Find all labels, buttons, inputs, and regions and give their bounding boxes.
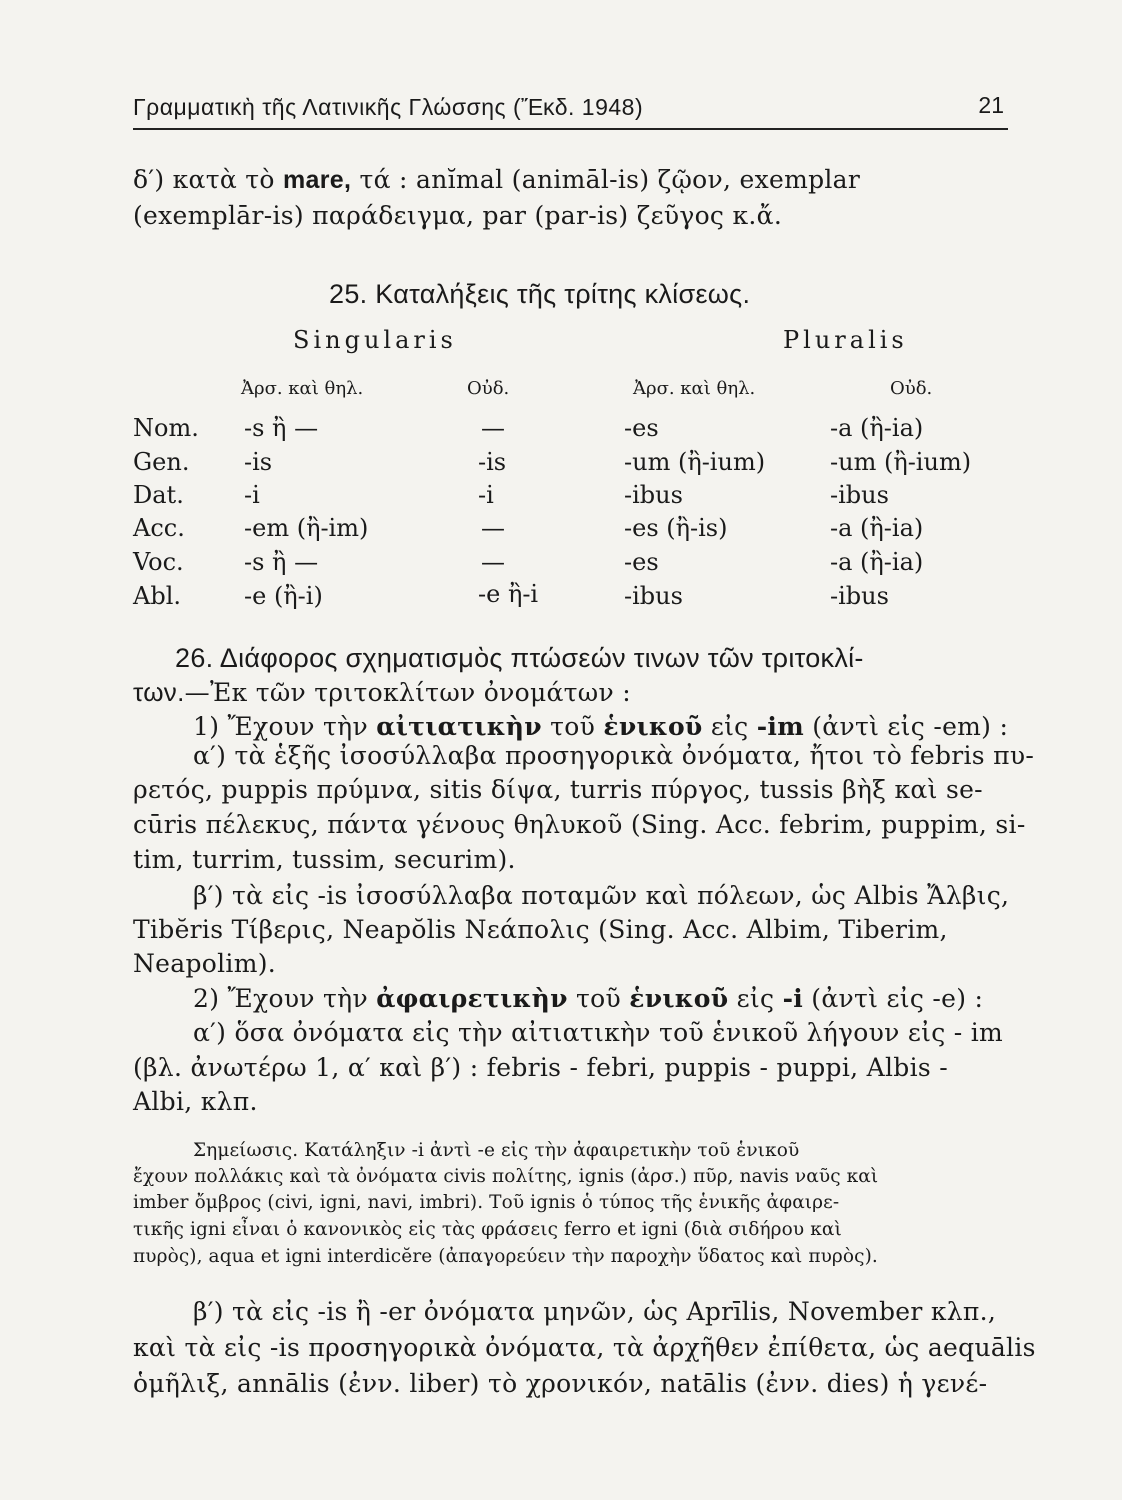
rule-2a-line: (βλ. ἀνωτέρω 1, α′ καὶ β′) : febris - febri, puppis - puppi, Albis - [133, 1053, 948, 1082]
table-cell: — [481, 414, 505, 442]
table-cell: -i [478, 481, 494, 509]
subheader-sing-n: Οὐδ. [467, 378, 510, 399]
table-cell: -es [624, 414, 659, 442]
subheader-plur-mf: Ἀρσ. καὶ θηλ. [633, 378, 756, 399]
table-cell: -is [478, 448, 507, 476]
table-cell: -a (ἢ-ia) [830, 514, 924, 542]
note-line: Σημείωσις. Κατάληξιν -i ἀντὶ -e εἰς τὴν ἀφαιρετικὴν τοῦ ἑνικοῦ [193, 1140, 800, 1161]
header-title: Γραμματικὴ τῆς Λατινικῆς Γλώσσης (Ἔκδ. 1948) [133, 94, 644, 120]
table-cell: -ibus [830, 582, 889, 610]
table-cell: — [481, 548, 505, 576]
rule-1a-line: tim, turrim, tussim, securim). [133, 845, 516, 874]
page-number: 21 [978, 92, 1004, 118]
rule-2-line: 2) Ἔχουν τὴν ἀφαιρετικὴν τοῦ ἑνικοῦ εἰς -i (ἀντὶ εἰς -e) : [193, 984, 984, 1013]
table-row-case: Voc. [133, 548, 184, 576]
note-line: πυρὸς), aqua et igni interdicĕre (ἀπαγορεύειν τὴν παροχὴν ὕδατος καὶ πυρὸς). [133, 1246, 878, 1267]
table-cell: -ibus [830, 481, 889, 509]
table-cell: -a (ἢ-ia) [830, 414, 924, 442]
table-cell: -e ἢ-i [478, 580, 539, 608]
section-26-heading-line-1: 26. Διάφορος σχηματισμὸς πτώσεών τινων τῶν τριτοκλί- [175, 643, 864, 673]
table-cell: -um (ἢ-ium) [624, 448, 766, 476]
table-cell: -em (ἢ-im) [244, 514, 369, 542]
rule-2b-line: β′) τὰ εἰς -is ἢ -er ὀνόματα μηνῶν, ὡς Aprīlis, November κλπ., [193, 1297, 997, 1326]
table-cell: -um (ἢ-ium) [830, 448, 972, 476]
table-cell: -is [244, 448, 273, 476]
singularis-header: Singularis [293, 326, 457, 354]
section-25-heading: 25. Καταλήξεις τῆς τρίτης κλίσεως. [329, 279, 751, 309]
rule-1b-line: Tibĕris Τίβερις, Neapŏlis Νεάπολις (Sing. Acc. Albim, Tiberim, [133, 915, 948, 944]
note-line: τικῆς igni εἶναι ὁ κανονικὸς εἰς τὰς φράσεις ferro et igni (διὰ σιδήρου καὶ [133, 1219, 842, 1240]
intro-line-2: (exemplār-is) παράδειγμα, par (par-is) ζεῦγος κ.ἄ. [133, 201, 783, 230]
table-row-case: Abl. [133, 582, 181, 610]
table-cell: -e (ἢ-i) [244, 582, 323, 610]
rule-1b-line: Neapolim). [133, 949, 277, 978]
table-cell: -s ἢ — [244, 548, 319, 576]
table-row-case: Dat. [133, 481, 184, 509]
rule-1a-line: ρετός, puppis πρύμνα, sitis δίψα, turris πύργος, tussis βὴξ καὶ se- [133, 775, 983, 804]
rule-1a-line: cūris πέλεκυς, πάντα γένους θηλυκοῦ (Sing. Acc. febrim, puppim, si- [133, 810, 1026, 839]
table-cell: -a (ἢ-ia) [830, 548, 924, 576]
rule-1-line: 1) Ἔχουν τὴν αἰτιατικὴν τοῦ ἑνικοῦ εἰς -im (ἀντὶ εἰς -em) : [193, 712, 1009, 741]
subheader-plur-n: Οὐδ. [890, 378, 933, 399]
section-26-heading-line-2: των.—Ἐκ τῶν τριτοκλίτων ὀνομάτων : [133, 677, 631, 707]
table-cell: -ibus [624, 481, 683, 509]
table-cell: -i [244, 481, 260, 509]
running-header [133, 92, 1008, 130]
rule-1b-line: β′) τὰ εἰς -is ἰσοσύλλαβα ποταμῶν καὶ πόλεων, ὡς Albis Ἄλβις, [193, 881, 1010, 910]
rule-2b-line: ὁμῆλιξ, annālis (ἐνν. liber) τὸ χρονικόν, natālis (ἐνν. dies) ἡ γενέ- [133, 1369, 988, 1398]
table-cell: — [481, 514, 505, 542]
rule-2a-line: α′) ὅσα ὀνόματα εἰς τὴν αἰτιατικὴν τοῦ ἑνικοῦ λήγουν εἰς - im [193, 1018, 1004, 1047]
table-cell: -es (ἢ-is) [624, 514, 728, 542]
table-row-case: Gen. [133, 448, 190, 476]
rule-2a-line: Albi, κλπ. [133, 1087, 258, 1116]
table-cell: -s ἢ — [244, 414, 319, 442]
table-cell: -ibus [624, 582, 683, 610]
rule-2b-line: καὶ τὰ εἰς -is προσηγορικὰ ὀνόματα, τὰ ἀρχῆθεν ἐπίθετα, ὡς aequālis [133, 1333, 1036, 1362]
note-line: imber ὄμβρος (civi, igni, navi, imbri). Τοῦ ignis ὁ τύπος τῆς ἑνικῆς ἀφαιρε- [133, 1192, 840, 1213]
note-line: ἔχουν πολλάκις καὶ τὰ ὀνόματα civis πολίτης, ignis (ἀρσ.) πῦρ, navis ναῦς καὶ [133, 1166, 879, 1187]
pluralis-header: Pluralis [783, 326, 908, 354]
subheader-sing-mf: Ἀρσ. καὶ θηλ. [241, 378, 364, 399]
table-cell: -es [624, 548, 659, 576]
intro-line-1: δ′) κατὰ τὸ mare, τά : anĭmal (animāl-is) ζῷον, exemplar [133, 165, 861, 194]
table-row-case: Nom. [133, 414, 199, 442]
table-row-case: Acc. [133, 514, 185, 542]
rule-1a-line: α′) τὰ ἑξῆς ἰσοσύλλαβα προσηγορικὰ ὀνόματα, ἤτοι τὸ febris πυ- [193, 741, 1035, 770]
